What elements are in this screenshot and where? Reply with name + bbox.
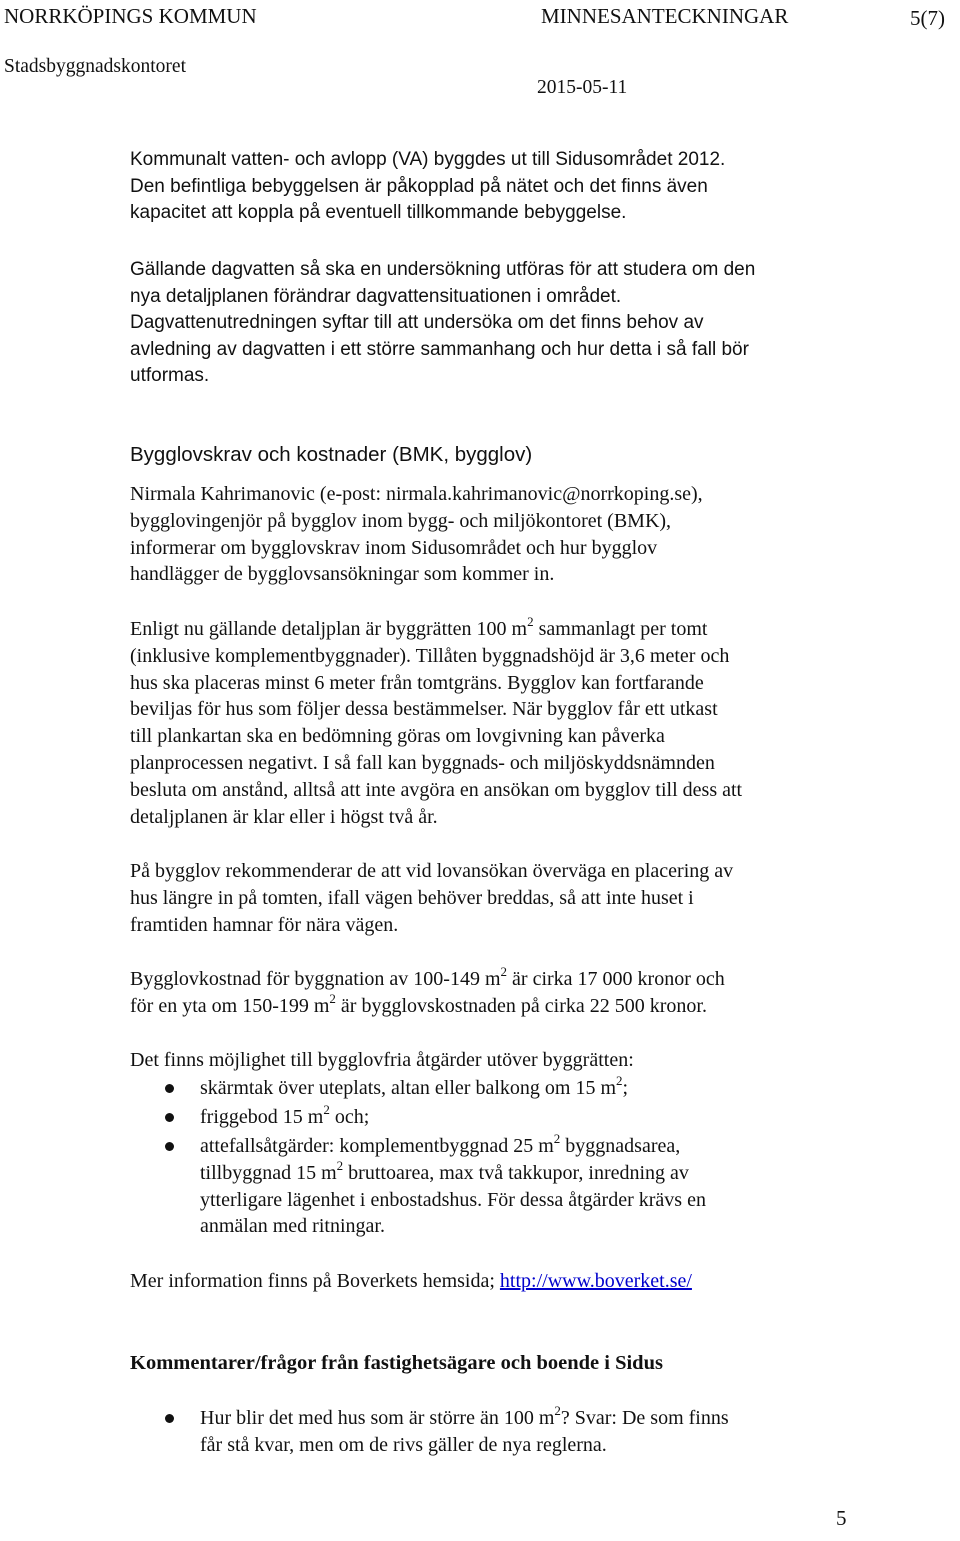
text-line: hus längre in på tomten, ifall vägen behöver breddas, så att inte huset i [130, 886, 694, 909]
intro-paragraph-va [130, 147, 870, 227]
list-item-text: Hur blir det med hus som är större än 100 $m^2$? Svar: De som finns får stå kvar, men om de rivs gäller de nya reglerna. [200, 1403, 729, 1456]
text-line: nya detaljplanen förändrar dagvattensituationen i området. [130, 285, 622, 307]
bygglov-paragraph-detaljplan [130, 616, 870, 830]
text-line: Den befintliga bebyggelsen är påkopplad på nätet och det finns även [130, 175, 708, 197]
list-item-text: friggebod 15 $m^2$ och; [200, 1102, 370, 1128]
bygglov-paragraph-contact [130, 481, 870, 588]
more-info-line [130, 1268, 870, 1295]
text-line: framtiden hamnar för nära vägen. [130, 913, 399, 936]
bullet-icon [165, 1414, 174, 1423]
text-line: Dagvattenutredningen syftar till att undersöka om det finns behov av [130, 312, 704, 333]
intro-paragraph-dagvatten [130, 257, 870, 390]
bygglov-paragraph-recommendation [130, 858, 870, 938]
section-heading-bygglov: Bygglovskrav och kostnader (BMK, bygglov) [130, 443, 533, 466]
bygglov-paragraph-exempt-intro [130, 1047, 870, 1074]
text-line: till plankartan ska en bedömning göras om lovgivning kan påverka [130, 725, 665, 748]
text-line: På bygglov rekommenderar de att vid lovansökan överväga en placering av [130, 860, 734, 882]
organization-name: NORRKÖPINGS KOMMUN [4, 4, 257, 28]
text-line: Kommunalt vatten- och avlopp (VA) byggdes ut till Sidusområdet 2012. [130, 149, 726, 170]
document-date: 2015-05-11 [537, 77, 628, 98]
text-line: Bygglovkostnad för byggnation av 100-149 $m^2$ är cirka 17 000 kronor och [130, 964, 725, 990]
text-line: för en yta om 150-199 $m^2$ är bygglovskostnaden på cirka 22 500 kronor. [130, 991, 707, 1017]
bullet-icon [165, 1084, 174, 1093]
text-line: bygglovingenjör på bygglov inom bygg- och miljökontoret (BMK), [130, 509, 672, 532]
text-line: planprocessen negativt. I så fall kan byggnads- och miljöskyddsnämnden [130, 751, 715, 774]
text-line: (inklusive komplementbyggnader). Tillåten byggnadshöjd är 3,6 meter och [130, 644, 730, 667]
page-indicator: 5(7) [910, 6, 945, 30]
list-item-text: attefallsåtgärder: komplementbyggnad 25 $m^2$ byggnadsarea, tillbyggnad 15 $m^2$ bruttoarea, max två takkupor, inredning av ytterligare lägenhet i enbostadshus. För dessa åtgärder krävs en anmälan med ritningar. [200, 1131, 706, 1238]
page-number: 5 [836, 1506, 847, 1530]
text-line: beviljas för hus som följer dessa bestämmelser. När bygglov får ett utkast [130, 698, 718, 721]
section-heading-comments: Kommentarer/frågor från fastighetsägare och boende i Sidus [130, 1352, 663, 1374]
text-line: kapacitet att koppla på eventuell tillkommande bebyggelse. [130, 202, 627, 223]
text-line: Det finns möjlighet till bygglovfria åtgärder utöver byggrätten: [130, 1049, 634, 1071]
text-line: Gällande dagvatten så ska en undersökning utföras för att studera om den [130, 259, 756, 280]
text-line: Nirmala Kahrimanovic (e-post: nirmala.kahrimanovic@norrkoping.se), [130, 483, 703, 505]
bullet-icon [165, 1113, 174, 1122]
bygglov-paragraph-cost [130, 966, 870, 1020]
document-type: MINNESANTECKNINGAR [541, 4, 789, 28]
office-name: Stadsbyggnadskontoret [4, 56, 186, 77]
text-line: Mer information finns på Boverkets hemsida; http://www.boverket.se/ [130, 1270, 692, 1292]
text-line: utformas. [130, 365, 210, 386]
text-line: informerar om bygglovskrav inom Sidusområdet och hur bygglov [130, 536, 658, 559]
text-line: Enligt nu gällande detaljplan är byggrätten 100 $m^2$ sammanlagt per tomt [130, 614, 708, 640]
text-line: besluta om anstånd, alltså att inte avgöra en ansökan om bygglov till dess att [130, 778, 743, 801]
text-line: detaljplanen är klar eller i högst två år. [130, 805, 438, 828]
boverket-link[interactable]: http://www.boverket.se/ [499, 1270, 692, 1292]
text-line: handlägger de bygglovsansökningar som kommer in. [130, 563, 555, 586]
bullet-icon [165, 1142, 174, 1151]
text-line: hus ska placeras minst 6 meter från tomtgräns. Bygglov kan fortfarande [130, 671, 704, 694]
text-line: avledning av dagvatten i ett större sammanhang och hur detta i så fall bör [130, 338, 749, 360]
list-item-text: skärmtak över uteplats, altan eller balkong om 15 $m^2$; [200, 1073, 629, 1099]
